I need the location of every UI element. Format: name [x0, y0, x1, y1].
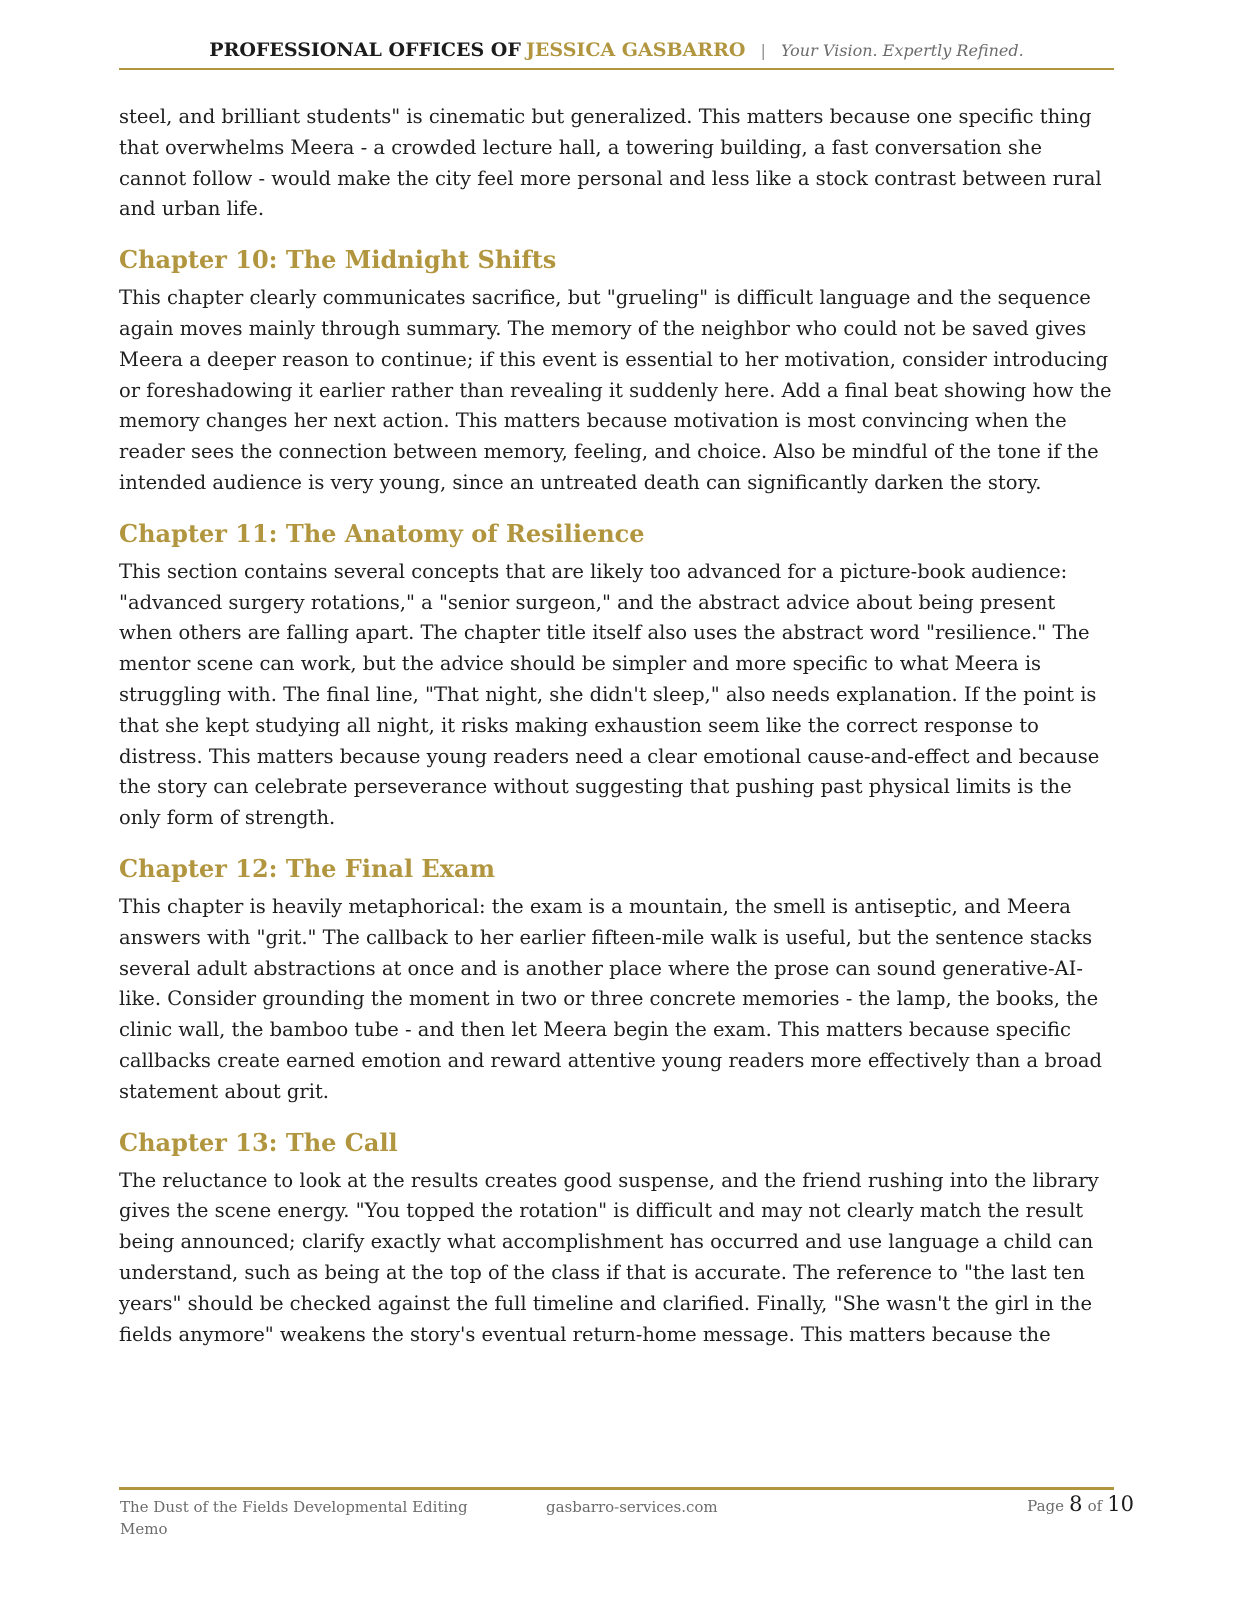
chapter-10-heading: Chapter 10: The Midnight Shifts [119, 245, 557, 275]
header-editor-name: JESSICA GASBARRO [525, 39, 746, 61]
chapter-12-heading: Chapter 12: The Final Exam [119, 853, 495, 883]
header-line [209, 36, 1023, 65]
chapter-13-paragraph: The reluctance to look at the results creates good suspense, and the friend rushing into the library gives the scene energy. "You topped the rotation" is difficult and may not clearly match the result being announced; clarify exactly what accomplishment has occurred and use language a child can understand, such as being at the top of the class if that is accurate. The reference to "the last ten years" should be checked against the full timeline and clarified. Finally, "She wasn't the girl in the fields anymore" weakens the story's eventual return-home message. This matters because the [119, 1168, 1099, 1346]
chapter-12-paragraph: This chapter is heavily metaphorical: the exam is a mountain, the smell is antiseptic, and Meera answers with "grit." The callback to her earlier fifteen-mile walk is useful, but the sentence stacks several adult abstractions at once and is another place where the prose can sound generative-AI-like. Consider grounding the moment in two or three concrete memories - the lamp, the books, the clinic wall, the bamboo tube - and then let Meera begin the exam. This matters because specific callbacks create earned emotion and reward attentive young readers more effectively than a broad statement about grit. [119, 894, 1103, 1103]
page-number [1027, 1492, 1134, 1516]
chapter-11-paragraph: This section contains several concepts that are likely too advanced for a picture-book audience: "advanced surgery rotations," a "senior surgeon," and the abstract advice about being present when others are falling apart. The chapter title itself also uses the abstract word "resilience." The mentor scene can work, but the advice should be simpler and more specific to what Meera is struggling with. The final line, "That night, she didn't sleep," also needs explanation. If the point is that she kept studying all night, it risks making exhaustion seem like the correct response to distress. This matters because young readers need a clear emotional cause-and-effect and because the story can celebrate perseverance without suggesting that pushing past physical limits is the only form of strength. [119, 559, 1100, 830]
header-tagline: Your Vision. Expertly Refined. [781, 41, 1024, 60]
page-label: Page [1027, 1497, 1065, 1515]
chapter-13-heading: Chapter 13: The Call [119, 1127, 398, 1157]
page-current: 8 [1069, 1492, 1083, 1516]
page-of: of [1087, 1497, 1103, 1515]
chapter-11-heading: Chapter 11: The Anatomy of Resilience [119, 518, 645, 548]
footer-website: gasbarro-services.com [546, 1498, 718, 1516]
memo-body [119, 102, 1114, 1350]
chapter-10-paragraph: This chapter clearly communicates sacrifice, but "grueling" is difficult language and the sequence again moves mainly through summary. The memory of the neighbor who could not be saved gives Meera a deeper reason to continue; if this event is essential to her motivation, consider introducing or foreshadowing it earlier rather than revealing it suddenly here. Add a final beat showing how the memory changes her next action. This matters because motivation is most convincing when the reader sees the connection between memory, feeling, and choice. Also be mindful of the tone if the intended audience is very young, since an untreated death can significantly darken the story. [119, 286, 1112, 494]
continued-paragraph: steel, and brilliant students" is cinematic but generalized. This matters because one specific thing that overwhelms Meera - a crowded lecture hall, a towering building, a fast conversation she cannot follow - would make the city feel more personal and less like a stock contrast between rural and urban life. [119, 105, 1102, 221]
footer-document-title: The Dust of the Fields Developmental Editing Memo [120, 1498, 468, 1538]
page-header [119, 36, 1114, 70]
header-office-prefix: PROFESSIONAL OFFICES OF [209, 39, 521, 61]
page-total: 10 [1107, 1492, 1134, 1516]
header-separator: | [760, 41, 766, 60]
page-footer [119, 1487, 1134, 1538]
